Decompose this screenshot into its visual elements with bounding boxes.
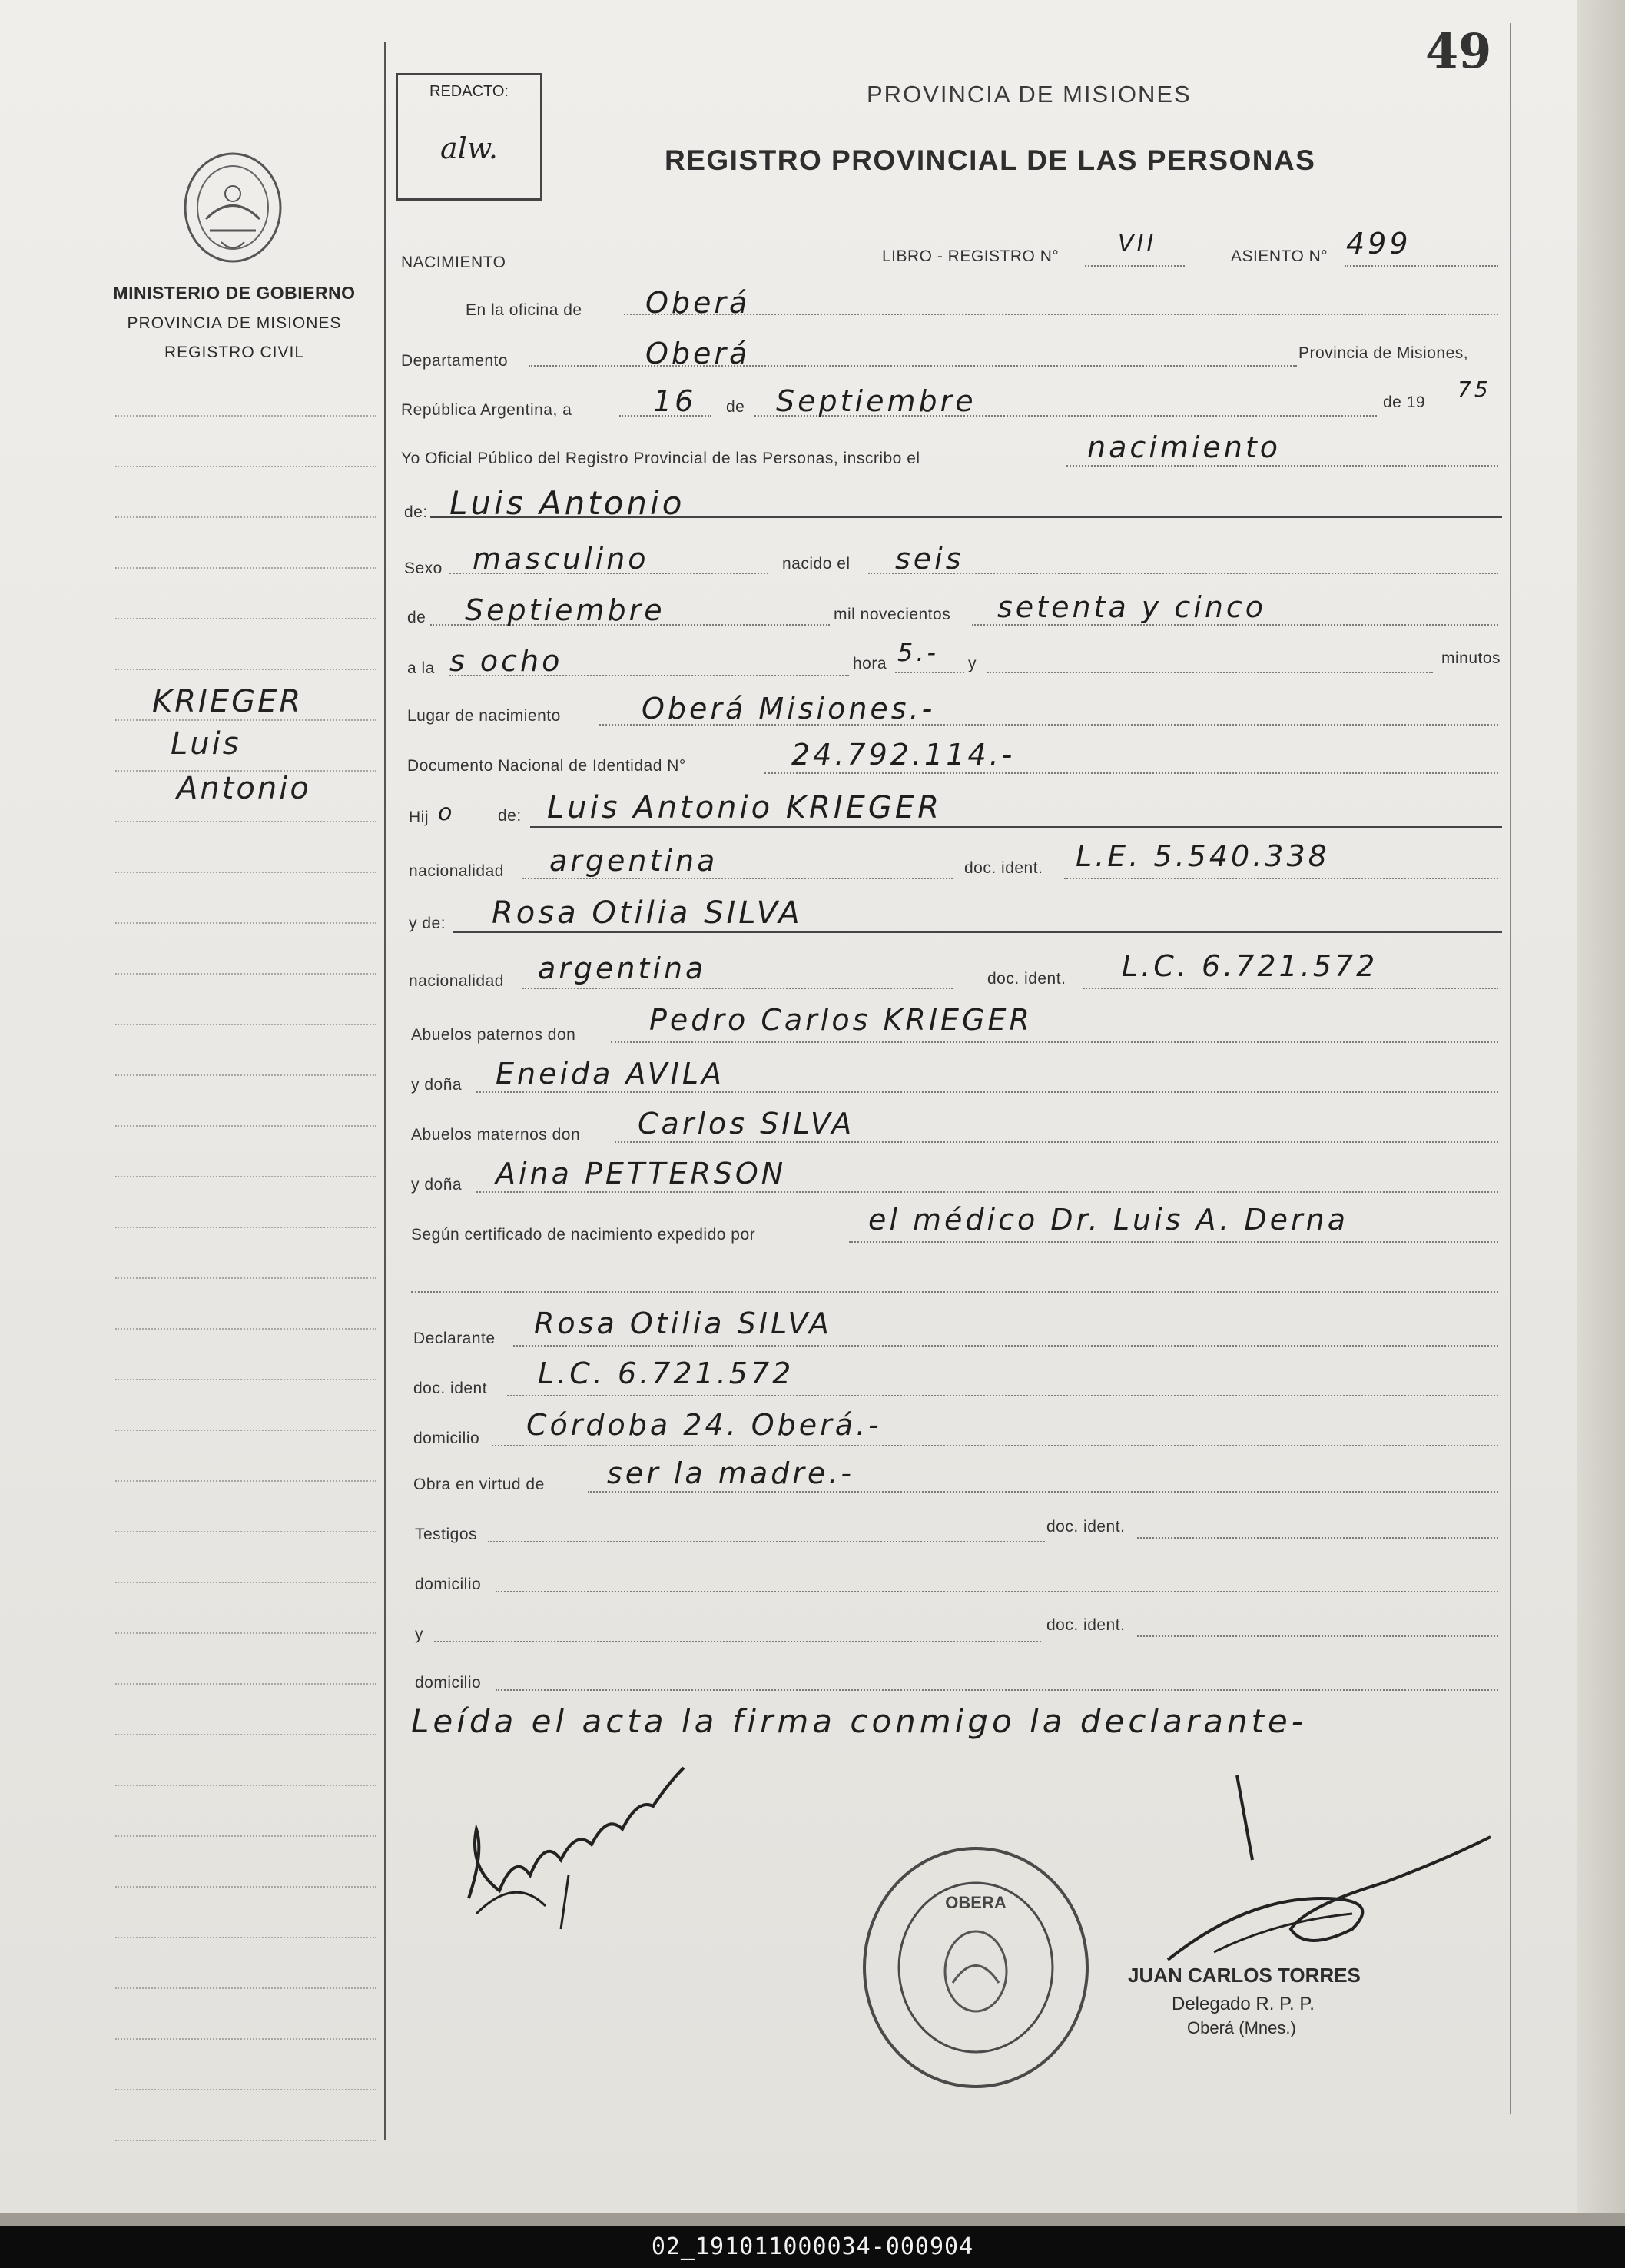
- departamento-line: [529, 365, 1297, 367]
- docident3-line: [1137, 1537, 1498, 1539]
- ydona1-line: [476, 1091, 1498, 1093]
- margin-ruled-line: [115, 466, 376, 467]
- registry-title: REGISTRO PROVINCIAL DE LAS PERSONAS: [665, 144, 1316, 176]
- abmat-label: Abuelos maternos don: [411, 1126, 581, 1144]
- margin-ruled-line: [115, 1328, 376, 1330]
- nac1-label: nacionalidad: [409, 862, 504, 880]
- image-caption-bar: [0, 2226, 1625, 2268]
- margin-ruled-line: [115, 1582, 376, 1583]
- oficina-label: En la oficina de: [466, 301, 582, 319]
- obra-line: [588, 1491, 1498, 1493]
- margin-ruled-line: [115, 922, 376, 924]
- margin-ruled-line: [115, 1987, 376, 1989]
- official-stamp: [857, 1841, 1095, 2094]
- redacto-box: [396, 73, 542, 201]
- nombre-value: Luis Antonio: [449, 484, 685, 522]
- margin-ruled-line: [115, 1785, 376, 1786]
- margin-ruled-line: [115, 1683, 376, 1685]
- dni-label: Documento Nacional de Identidad N°: [407, 757, 686, 775]
- inscribo-line: [1066, 465, 1498, 467]
- official-name: JUAN CARLOS TORRES: [1128, 1964, 1361, 1987]
- act-type-label: NACIMIENTO: [401, 254, 506, 271]
- margin-ruled-line: [115, 1074, 376, 1076]
- docid1-label: doc. ident.: [964, 859, 1043, 877]
- margin-ruled-line: [115, 1835, 376, 1837]
- docident4-label: doc. ident.: [1046, 1616, 1126, 1634]
- segun-value: el médico Dr. Luis A. Derna: [868, 1203, 1349, 1237]
- padre-value: Luis Antonio KRIEGER: [547, 790, 942, 825]
- margin-ruled-line: [115, 973, 376, 975]
- page-edge: [1577, 0, 1625, 2213]
- segun-label: Según certificado de nacimiento expedido por: [411, 1226, 756, 1244]
- declarante-label: Declarante: [413, 1330, 496, 1347]
- margin-ruled-line: [115, 1480, 376, 1482]
- ministry-title: MINISTERIO DE GOBIERNO: [113, 283, 356, 303]
- anio2-line: [972, 624, 1498, 626]
- margin-given-name-2: Antonio: [177, 771, 311, 806]
- dni-value: 24.792.114.-: [791, 738, 1016, 772]
- oficina-value: Oberá: [645, 286, 751, 320]
- domicilio3-line: [496, 1689, 1498, 1691]
- y2-line: [434, 1641, 1041, 1642]
- nac2-label: nacionalidad: [409, 972, 504, 990]
- alas-value: s ocho: [449, 644, 563, 678]
- nacido-label: nacido el: [782, 555, 851, 573]
- minutos-line: [987, 672, 1433, 673]
- docid2-label: doc. ident.: [987, 970, 1066, 988]
- lugar-value: Oberá Misiones.-: [642, 692, 936, 726]
- closing-statement: Leída el acta la firma conmigo la declarante-: [411, 1702, 1307, 1740]
- official-role: Delegado R. P. P.: [1172, 1994, 1315, 2014]
- folio-number: 49: [1425, 23, 1492, 79]
- nac2-value: argentina: [538, 951, 707, 985]
- margin-ruled-line: [115, 2089, 376, 2090]
- docid2-line: [1083, 988, 1498, 989]
- margin-ruled-line: [115, 2140, 376, 2141]
- republica-label: República Argentina, a: [401, 401, 572, 419]
- domicilio-label: domicilio: [413, 1430, 480, 1447]
- anio2-value: setenta y cinco: [997, 590, 1267, 624]
- right-border: [1510, 23, 1511, 2114]
- docident-value: L.C. 6.721.572: [538, 1356, 794, 1390]
- official-signature: [1152, 1768, 1506, 1967]
- margin-ruled-line: [115, 1632, 376, 1634]
- nacido-value: seis: [895, 542, 964, 576]
- libro-value: VII: [1118, 231, 1157, 257]
- hora-line: [895, 672, 964, 673]
- margin-ruled-line: [115, 1379, 376, 1380]
- lugar-label: Lugar de nacimiento: [407, 707, 561, 725]
- official-place: Oberá (Mnes.): [1187, 2018, 1296, 2037]
- oficina-line: [624, 314, 1498, 315]
- domicilio-value: Córdoba 24. Oberá.-: [526, 1408, 882, 1442]
- margin-ruled-line: [115, 2038, 376, 2040]
- nombre-label: de:: [404, 503, 428, 521]
- mes-value: Septiembre: [776, 384, 977, 418]
- margin-ruled-line: [115, 872, 376, 873]
- ministry-block: [92, 283, 376, 362]
- province-heading: PROVINCIA DE MISIONES: [867, 81, 1192, 108]
- dia-value: 16: [653, 384, 697, 418]
- ydona2-value: Aina PETTERSON: [496, 1157, 787, 1190]
- margin-ruled-line: [115, 1531, 376, 1532]
- y-label: y: [968, 655, 977, 672]
- docid1-value: L.E. 5.540.338: [1076, 839, 1330, 873]
- year-value: 75: [1458, 377, 1491, 402]
- ydona2-line: [476, 1191, 1498, 1193]
- margin-surname: KRIEGER: [152, 684, 303, 719]
- year-prefix-label: de 19: [1383, 393, 1426, 411]
- asiento-value: 499: [1346, 227, 1411, 261]
- stamp-center-text: OBERA: [945, 1893, 1007, 1912]
- padre-line: [530, 826, 1502, 828]
- docid1-line: [1064, 878, 1498, 879]
- abpat-label: Abuelos paternos don: [411, 1026, 576, 1044]
- departamento-label: Departamento: [401, 352, 509, 370]
- docident-line: [507, 1395, 1498, 1396]
- hijo-de-label: de:: [498, 807, 522, 825]
- hora-value: 5.-: [897, 638, 940, 667]
- asiento-label: ASIENTO N°: [1231, 247, 1328, 265]
- margin-ruled-line: [115, 1734, 376, 1735]
- segun-line-2: [411, 1291, 1498, 1293]
- declarant-signature: [453, 1760, 715, 1944]
- docident4-line: [1137, 1635, 1498, 1637]
- declarante-value: Rosa Otilia SILVA: [534, 1307, 832, 1340]
- margin-ruled-line: [115, 669, 376, 670]
- dni-line: [764, 772, 1498, 774]
- margin-ruled-line: [115, 1937, 376, 1938]
- nac1-value: argentina: [549, 844, 718, 878]
- hora-label: hora: [853, 655, 887, 672]
- nac1-line: [522, 878, 953, 879]
- margin-ruled-line: [115, 1227, 376, 1228]
- madre-value: Rosa Otilia SILVA: [492, 895, 803, 931]
- margin-ruled-line: [115, 1176, 376, 1177]
- docident-label: doc. ident: [413, 1380, 488, 1397]
- margin-ruled-line: [115, 1430, 376, 1431]
- obra-label: Obra en virtud de: [413, 1476, 545, 1493]
- margin-ruled-line: [115, 567, 376, 569]
- madre-line: [453, 931, 1502, 933]
- abmat-value: Carlos SILVA: [638, 1107, 855, 1141]
- ministry-province: PROVINCIA DE MISIONES: [127, 314, 342, 332]
- sexo-label: Sexo: [404, 560, 443, 577]
- abpat-value: Pedro Carlos KRIEGER: [649, 1003, 1033, 1037]
- asiento-line: [1345, 265, 1498, 267]
- margin-ruled-line: [115, 618, 376, 619]
- ydona2-label: y doña: [411, 1176, 463, 1194]
- margin-divider: [384, 42, 386, 2140]
- domicilio3-label: domicilio: [415, 1674, 482, 1692]
- inscribo-value: nacimiento: [1087, 430, 1282, 464]
- nac2-line: [522, 988, 953, 989]
- domicilio-line: [492, 1445, 1498, 1446]
- obra-value: ser la madre.-: [607, 1456, 855, 1490]
- libro-label: LIBRO - REGISTRO N°: [882, 247, 1060, 265]
- oficial-label: Yo Oficial Público del Registro Provincial de las Personas, inscribo el: [401, 450, 920, 467]
- ydona1-value: Eneida AVILA: [496, 1057, 725, 1091]
- margin-ruled-line: [115, 1125, 376, 1127]
- yde-label: y de:: [409, 915, 446, 932]
- margin-ruled-line: [115, 821, 376, 822]
- segun-line: [849, 1241, 1498, 1243]
- domicilio2-line: [496, 1591, 1498, 1592]
- ydona1-label: y doña: [411, 1076, 463, 1094]
- sexo-value: masculino: [473, 542, 649, 576]
- hijo-suffix: o: [438, 799, 456, 826]
- abpat-line: [611, 1041, 1498, 1043]
- margin-ruled-line: [115, 415, 376, 417]
- mil-label: mil novecientos: [834, 606, 951, 623]
- minutos-label: minutos: [1441, 649, 1501, 667]
- testigos-label: Testigos: [415, 1526, 478, 1543]
- abmat-line: [615, 1141, 1498, 1143]
- departamento-value: Oberá: [645, 337, 751, 370]
- alas-label: a la: [407, 659, 435, 677]
- libro-line: [1085, 265, 1185, 267]
- testigos-line: [488, 1541, 1045, 1542]
- de2-label: de: [407, 609, 426, 626]
- docid2-value: L.C. 6.721.572: [1122, 949, 1378, 983]
- margin-ruled-line: [115, 1024, 376, 1025]
- y2-label: y: [415, 1625, 423, 1643]
- redacto-value: alw.: [440, 131, 498, 165]
- margin-ruled-line: [115, 719, 376, 721]
- margin-ruled-line: [115, 516, 376, 518]
- ministry-civil-registry: REGISTRO CIVIL: [164, 344, 305, 361]
- image-code: 02_191011000034-000904: [651, 2233, 974, 2260]
- mes2-value: Septiembre: [465, 593, 665, 627]
- margin-ruled-line: [115, 1277, 376, 1279]
- provincia-label: Provincia de Misiones,: [1298, 344, 1469, 362]
- declarante-line: [513, 1345, 1498, 1347]
- margin-ruled-line: [115, 1886, 376, 1888]
- margin-given-name-1: Luis: [171, 726, 241, 762]
- redacto-label: REDACTO:: [429, 83, 509, 100]
- hijo-label: Hij: [409, 809, 429, 826]
- docident3-label: doc. ident.: [1046, 1518, 1126, 1536]
- domicilio2-label: domicilio: [415, 1576, 482, 1593]
- provincial-seal-icon: [175, 146, 290, 269]
- de-label: de: [726, 398, 745, 416]
